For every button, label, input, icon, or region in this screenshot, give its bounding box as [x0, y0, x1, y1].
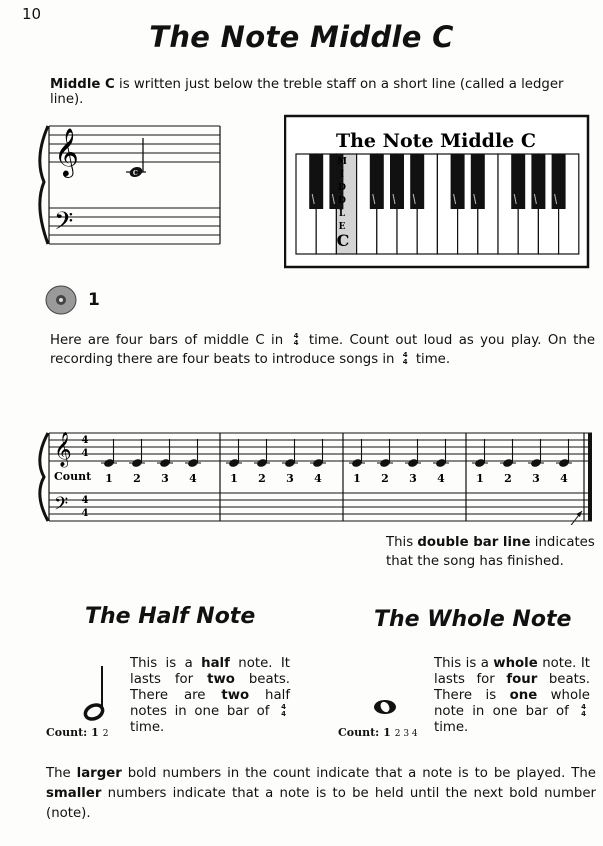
- count-number: 2: [504, 472, 512, 485]
- exercise-bars: [101, 433, 572, 521]
- count-number: 1: [230, 472, 238, 485]
- count-number: 3: [409, 472, 417, 485]
- count-number: 4: [189, 472, 197, 485]
- count-number: 2: [381, 472, 389, 485]
- whole-note-description: This is a whole note. It lasts for four beats. There is one whole note in one bar of 4 4 time.: [434, 656, 590, 735]
- whole-note-title: The Whole Note: [374, 607, 572, 632]
- note-c-label: C: [133, 170, 138, 177]
- keyboard-title: The Note Middle C: [335, 130, 537, 152]
- brace: [40, 126, 48, 244]
- count-number: 3: [286, 472, 294, 485]
- treble-clef-icon: 𝄞: [54, 127, 79, 176]
- svg-text:L: L: [338, 209, 346, 219]
- count-number: 2: [258, 472, 266, 485]
- count-number: 1: [353, 472, 361, 485]
- svg-text:D: D: [338, 183, 346, 193]
- svg-text:4: 4: [81, 448, 89, 459]
- bass-staff: [49, 208, 220, 244]
- black-key: [511, 154, 525, 209]
- svg-text:4: 4: [81, 508, 89, 519]
- middle-c-key-label: C: [336, 231, 350, 250]
- time-signature-inline: 4 4: [293, 332, 299, 347]
- track-number: 1: [88, 290, 100, 310]
- black-key: [370, 154, 384, 209]
- count-number: 1: [105, 472, 113, 485]
- intro-bold: Middle C: [50, 77, 115, 92]
- svg-text:D: D: [338, 196, 346, 206]
- count-label: Count: [54, 470, 92, 483]
- black-key: [410, 154, 424, 209]
- bass-clef-icon: 𝄢: [54, 207, 74, 242]
- svg-text:4: 4: [81, 435, 89, 446]
- count-number: 4: [437, 472, 445, 485]
- black-key: [309, 154, 323, 209]
- keyboard-diagram: [284, 114, 590, 270]
- treble-clef-icon: 𝄞: [54, 432, 72, 467]
- grand-staff-middle-c: [30, 118, 230, 250]
- double-bar-caption: This double bar line indicates that the song has finished.: [386, 535, 595, 569]
- time-signature-inline: 4 4: [402, 351, 408, 366]
- black-key: [531, 154, 545, 209]
- intro-paragraph: [50, 77, 595, 107]
- svg-text:M: M: [337, 157, 347, 167]
- black-key: [451, 154, 465, 209]
- count-number: 1: [476, 472, 484, 485]
- black-key: [471, 154, 485, 209]
- cd-icon: [44, 284, 80, 316]
- page-title: The Note Middle C: [149, 20, 454, 54]
- count-number: 2: [133, 472, 141, 485]
- bottom-paragraph: The larger bold numbers in the count indicate that a note is to be played. The smaller numbers indicate that a note is to be held until the next bold number (note).: [46, 766, 596, 821]
- count-number: 3: [161, 472, 169, 485]
- whole-note-count: Count: 1 2 3 4: [338, 726, 418, 739]
- count-number: 4: [314, 472, 322, 485]
- intro-rest: is written just below the treble staff on a short line (called a ledger line).: [50, 77, 564, 107]
- half-note-description: This is a half note. It lasts for two beats. There are two half notes in one bar of 4 4 time.: [130, 656, 290, 735]
- exercise-treble-staff: [49, 433, 592, 461]
- instructions-paragraph: Here are four bars of middle C in 4 4 time. Count out loud as you play. On the recording there are four beats to introduce songs in 4 4 time.: [50, 332, 596, 367]
- brace: [40, 433, 48, 521]
- count-number: 3: [532, 472, 540, 485]
- black-key: [552, 154, 566, 209]
- bass-clef-icon: 𝄢: [54, 494, 69, 519]
- exercise-grand-staff: [32, 425, 602, 525]
- svg-text:E: E: [338, 222, 346, 232]
- svg-text:I: I: [339, 170, 345, 180]
- exercise-bass-staff: [49, 493, 592, 521]
- half-note-symbol: [78, 662, 112, 724]
- whole-note-symbol: [372, 696, 400, 718]
- svg-text:4: 4: [81, 495, 89, 506]
- black-key: [390, 154, 404, 209]
- page-number: 10: [22, 5, 42, 23]
- half-note-count: Count: 1 2: [46, 726, 109, 739]
- half-note-title: The Half Note: [85, 604, 256, 629]
- count-number: 4: [560, 472, 568, 485]
